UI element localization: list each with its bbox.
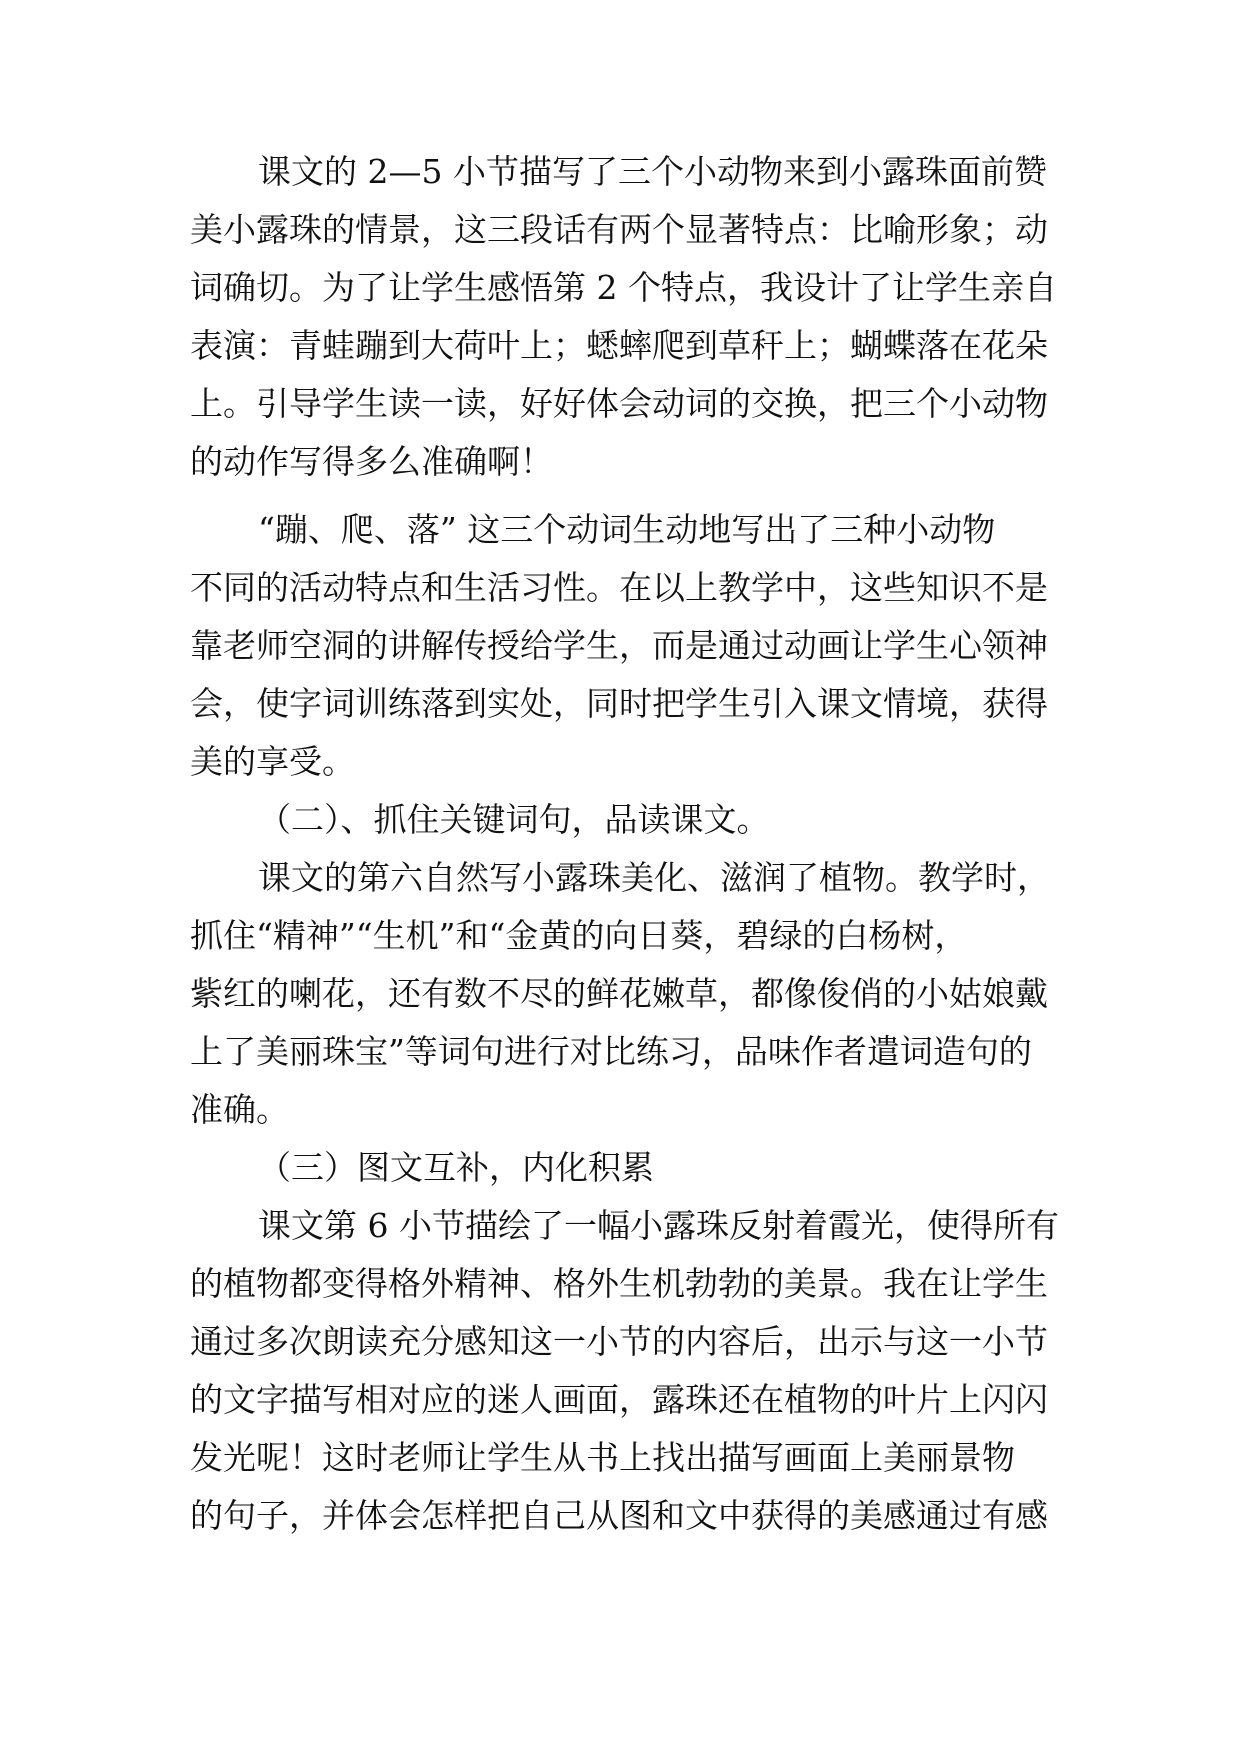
text-line: 不同的活动特点和生活习性。在以上教学中，这些知识不是 — [190, 568, 1048, 607]
text-line: 准确。 — [190, 1090, 289, 1129]
section-heading: （三）图文互补，内化积累 — [258, 1148, 654, 1187]
text-line: 表演：青蛙蹦到大荷叶上；蟋蟀爬到草秆上；蝴蝶落在花朵 — [190, 326, 1048, 365]
text-line: 课文的 2—5 小节描写了三个小动物来到小露珠面前赞 — [258, 152, 1047, 191]
text-line: 紫红的喇花，还有数不尽的鲜花嫩草，都像俊俏的小姑娘戴 — [190, 974, 1048, 1013]
text-line: 靠老师空洞的讲解传授给学生，而是通过动画让学生心领神 — [190, 626, 1048, 665]
text-line: 发光呢！这时老师让学生从书上找出描写画面上美丽景物 — [190, 1438, 1015, 1477]
text-line: 通过多次朗读充分感知这一小节的内容后，出示与这一小节 — [190, 1322, 1048, 1361]
text-line: 课文的第六自然写小露珠美化、滋润了植物。教学时， — [258, 858, 1050, 897]
text-line: 课文第 6 小节描绘了一幅小露珠反射着霞光，使得所有 — [258, 1206, 1059, 1245]
text-line: 美的享受。 — [190, 742, 355, 781]
text-line: 上。引导学生读一读，好好体会动词的交换，把三个小动物 — [190, 384, 1048, 423]
text-line: 抓住“精神”“生机”和“金黄的向日葵，碧绿的白杨树， — [190, 916, 968, 955]
text-line: 的动作写得多么准确啊！ — [190, 442, 553, 481]
text-line: 的句子，并体会怎样把自己从图和文中获得的美感通过有感 — [190, 1496, 1048, 1535]
text-line: 会，使字词训练落到实处，同时把学生引入课文情境，获得 — [190, 684, 1048, 723]
text-line: “蹦、爬、落” 这三个动词生动地写出了三种小动物 — [258, 510, 996, 549]
text-line: 的植物都变得格外精神、格外生机勃勃的美景。我在让学生 — [190, 1264, 1048, 1303]
text-line: 上了美丽珠宝”等词句进行对比练习，品味作者遣词造句的 — [190, 1032, 1032, 1071]
text-line: 的文字描写相对应的迷人画面，露珠还在植物的叶片上闪闪 — [190, 1380, 1048, 1419]
text-line: 美小露珠的情景，这三段话有两个显著特点：比喻形象；动 — [190, 210, 1048, 249]
text-line: 词确切。为了让学生感悟第 2 个特点，我设计了让学生亲自 — [190, 268, 1057, 307]
section-heading: （二）、抓住关键词句，品读课文。 — [258, 800, 770, 839]
